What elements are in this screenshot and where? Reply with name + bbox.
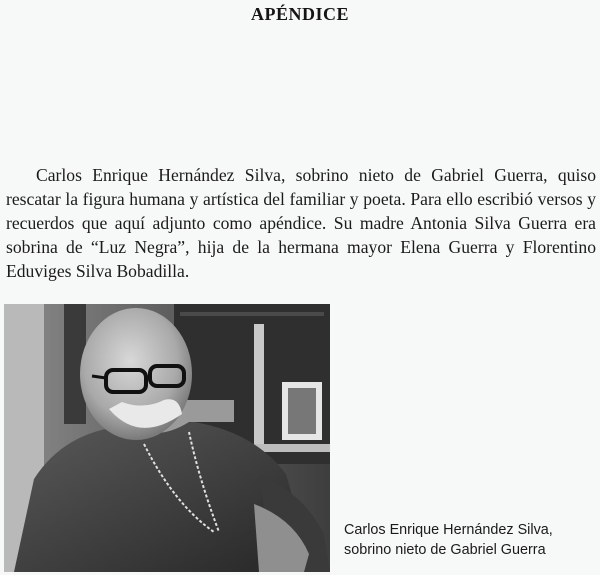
body-paragraph-block <box>6 163 596 283</box>
body-paragraph: Carlos Enrique Hernández Silva, sobrino nieto de Gabriel Guerra, quiso rescatar la figura humana y artística del familiar y poeta. Para ello escribió versos y recuerdos que aquí adjunto como apéndice. Su madre Antonia Silva Guerra era sobrina de “Luz Negra”, hija de la hermana mayor Elena Guerra y Florentino Eduviges Silva Bobadilla. <box>6 165 596 281</box>
caption-line-1: Carlos Enrique Hernández Silva, <box>344 522 553 538</box>
caption-line-2: sobrino nieto de Gabriel Guerra <box>344 542 546 558</box>
portrait-photo <box>4 304 330 572</box>
page-title: APÉNDICE <box>250 4 349 24</box>
portrait-photo-drawing <box>4 304 330 572</box>
photo-caption <box>344 520 594 560</box>
